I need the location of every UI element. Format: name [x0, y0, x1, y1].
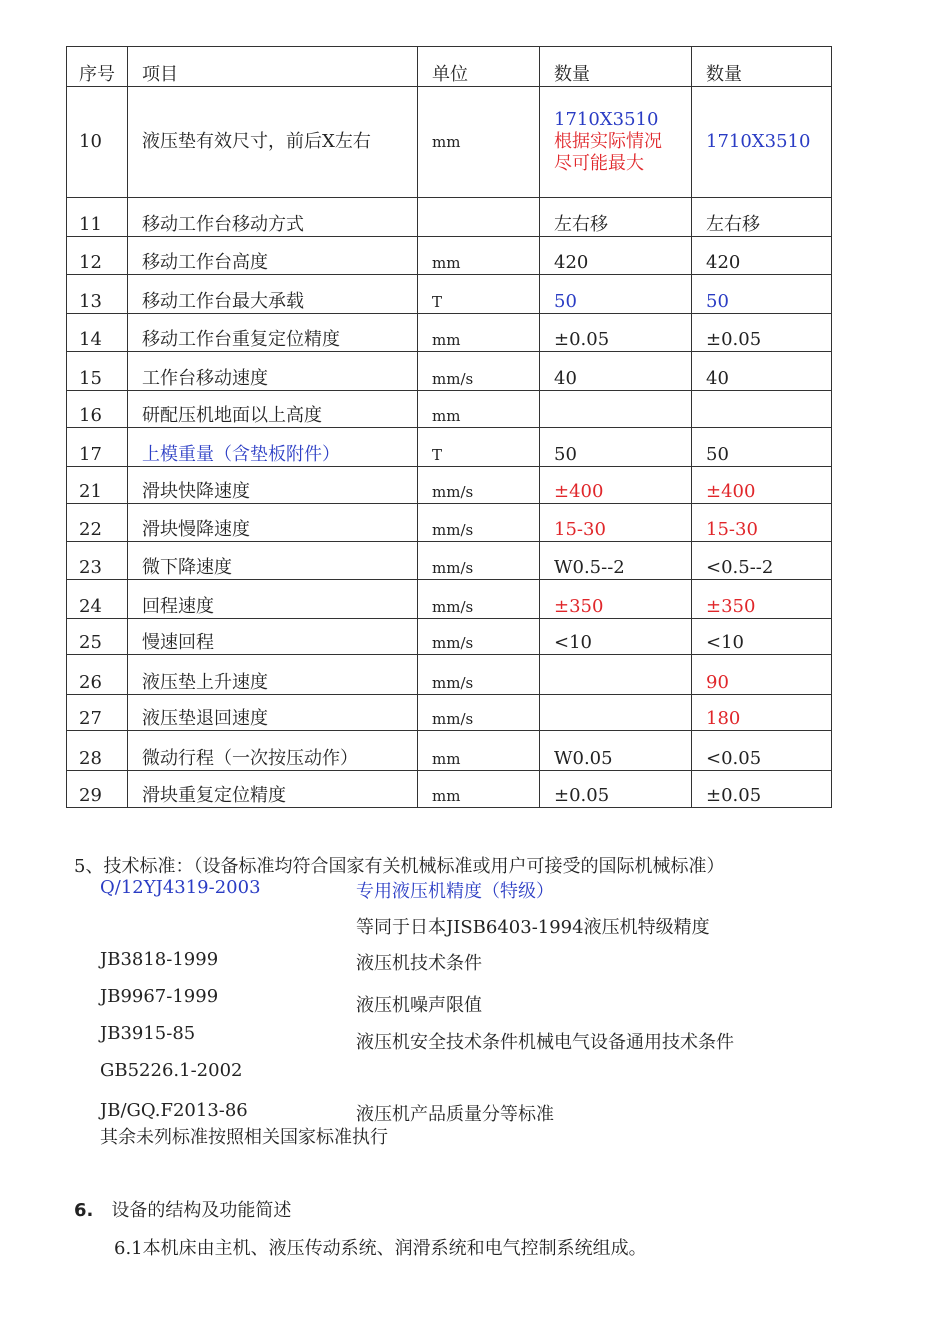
row-qty2: <0.5--2	[692, 542, 832, 580]
row-qty2: ±350	[692, 580, 832, 619]
row-qty1	[540, 655, 692, 695]
qty1-size: 1710X3510	[554, 109, 659, 130]
row-item: 慢速回程	[128, 619, 418, 655]
row-item: 微动行程（一次按压动作）	[128, 731, 418, 771]
row-qty2: ±400	[692, 467, 832, 504]
row-unit: T	[418, 428, 540, 467]
row-item: 液压垫退回速度	[128, 695, 418, 731]
row-qty2: ±0.05	[692, 314, 832, 352]
standard-code: Q/12YJ4319-2003	[100, 877, 261, 898]
row-no: 13	[67, 275, 128, 314]
row-unit: mm/s	[418, 504, 540, 542]
row-unit	[418, 198, 540, 237]
row-qty2: 180	[692, 695, 832, 731]
table-row	[67, 314, 832, 352]
spec-table	[66, 46, 832, 808]
table-row	[67, 391, 832, 428]
row-no: 27	[67, 695, 128, 731]
standard-desc: 液压机噪声限值	[356, 995, 482, 1016]
row-item: 工作台移动速度	[128, 352, 418, 391]
section6-paragraph: 6.1本机床由主机、液压传动系统、润滑系统和电气控制系统组成。	[114, 1238, 647, 1259]
row-qty1: <10	[540, 619, 692, 655]
row-item: 回程速度	[128, 580, 418, 619]
table-row	[67, 275, 832, 314]
table-row	[67, 695, 832, 731]
table-row	[67, 237, 832, 275]
standard-desc: 专用液压机精度（特级）	[356, 881, 554, 902]
header-row	[67, 47, 832, 87]
row-no: 25	[67, 619, 128, 655]
table-row	[67, 352, 832, 391]
row-item: 上模重量（含垫板附件）	[128, 428, 418, 467]
table-row	[67, 731, 832, 771]
row-unit: T	[418, 275, 540, 314]
header-unit: 单位	[418, 47, 540, 87]
header-qty1: 数量	[540, 47, 692, 87]
row-qty2: 420	[692, 237, 832, 275]
row-qty2: 90	[692, 655, 832, 695]
row-qty2: ±0.05	[692, 771, 832, 808]
row-unit: mm/s	[418, 655, 540, 695]
row-item: 移动工作台移动方式	[128, 198, 418, 237]
table-row	[67, 771, 832, 808]
section6-title: 设备的结构及功能简述	[111, 1200, 292, 1221]
section6-number: 6.	[74, 1200, 94, 1221]
qty1-note-line1: 根据实际情况	[554, 131, 662, 152]
row-qty1: 40	[540, 352, 692, 391]
row-unit: mm	[418, 314, 540, 352]
table-row	[67, 580, 832, 619]
row-no: 14	[67, 314, 128, 352]
row-unit: mm	[418, 731, 540, 771]
table-row	[67, 655, 832, 695]
row-unit: mm	[418, 87, 540, 198]
standard-desc: 液压机产品质量分等标准	[356, 1104, 554, 1125]
standard-desc: 等同于日本JISB6403-1994液压机特级精度	[356, 917, 710, 938]
row-unit: mm	[418, 391, 540, 428]
row-item: 液压垫有效尺寸，前后X左右	[128, 87, 418, 198]
row-no: 22	[67, 504, 128, 542]
row-qty1: W0.5--2	[540, 542, 692, 580]
row-qty2	[692, 391, 832, 428]
table-row	[67, 504, 832, 542]
section5-heading: 5、技术标准：（设备标准均符合国家有关机械标准或用户可接受的国际机械标准）	[74, 856, 725, 877]
row-qty1: ±0.05	[540, 314, 692, 352]
row-qty1: ±350	[540, 580, 692, 619]
row-no: 15	[67, 352, 128, 391]
header-qty2: 数量	[692, 47, 832, 87]
row-no: 23	[67, 542, 128, 580]
standard-desc: 液压机技术条件	[356, 953, 482, 974]
row-qty1: 15-30	[540, 504, 692, 542]
row-qty2: 50	[692, 275, 832, 314]
row-unit: mm/s	[418, 619, 540, 655]
row-qty1: 50	[540, 428, 692, 467]
row-no: 12	[67, 237, 128, 275]
table-row	[67, 428, 832, 467]
row-qty2: 40	[692, 352, 832, 391]
row-qty2: 50	[692, 428, 832, 467]
row-qty2: <10	[692, 619, 832, 655]
standards-note: 其余未列标准按照相关国家标准执行	[100, 1127, 388, 1148]
row-unit: mm/s	[418, 467, 540, 504]
row-qty1: ±0.05	[540, 771, 692, 808]
row-no: 29	[67, 771, 128, 808]
row-qty2: 1710X3510	[692, 87, 832, 198]
standard-desc: 液压机安全技术条件机械电气设备通用技术条件	[356, 1032, 734, 1053]
row-item: 移动工作台高度	[128, 237, 418, 275]
standard-code: JB3818-1999	[100, 949, 219, 970]
row-qty1: 左右移	[540, 198, 692, 237]
row-qty2: <0.05	[692, 731, 832, 771]
table-row	[67, 619, 832, 655]
row-qty1: 420	[540, 237, 692, 275]
row-unit: mm	[418, 237, 540, 275]
row-no: 21	[67, 467, 128, 504]
row-item: 滑块快降速度	[128, 467, 418, 504]
row-item: 滑块重复定位精度	[128, 771, 418, 808]
row-qty1: ±400	[540, 467, 692, 504]
row-unit: mm	[418, 771, 540, 808]
standard-code: GB5226.1-2002	[100, 1060, 243, 1081]
table-row	[67, 542, 832, 580]
row-no: 26	[67, 655, 128, 695]
row-no: 24	[67, 580, 128, 619]
standard-code: JB3915-85	[100, 1023, 196, 1044]
section6-heading	[74, 1196, 291, 1222]
row-item: 液压垫上升速度	[128, 655, 418, 695]
row-no: 16	[67, 391, 128, 428]
row-no: 11	[67, 198, 128, 237]
row-item: 研配压机地面以上高度	[128, 391, 418, 428]
row-unit: mm/s	[418, 352, 540, 391]
table-row	[67, 467, 832, 504]
header-no: 序号	[67, 47, 128, 87]
header-item: 项目	[128, 47, 418, 87]
row-item: 移动工作台最大承载	[128, 275, 418, 314]
standard-code: JB/GQ.F2013-86	[100, 1100, 248, 1121]
table-row	[67, 198, 832, 237]
row-qty2: 左右移	[692, 198, 832, 237]
row-qty2: 15-30	[692, 504, 832, 542]
row-item: 移动工作台重复定位精度	[128, 314, 418, 352]
row-unit: mm/s	[418, 580, 540, 619]
qty1-note-line2: 尽可能最大	[554, 153, 644, 174]
row-no: 10	[67, 87, 128, 198]
row-item: 滑块慢降速度	[128, 504, 418, 542]
row-item: 微下降速度	[128, 542, 418, 580]
row-no: 28	[67, 731, 128, 771]
row-qty1: W0.05	[540, 731, 692, 771]
row-qty1	[540, 695, 692, 731]
row-no: 17	[67, 428, 128, 467]
row-qty1: 50	[540, 275, 692, 314]
standard-code: JB9967-1999	[100, 986, 219, 1007]
table-row	[67, 87, 832, 198]
row-unit: mm/s	[418, 542, 540, 580]
row-qty1	[540, 87, 692, 198]
row-qty1	[540, 391, 692, 428]
row-unit: mm/s	[418, 695, 540, 731]
